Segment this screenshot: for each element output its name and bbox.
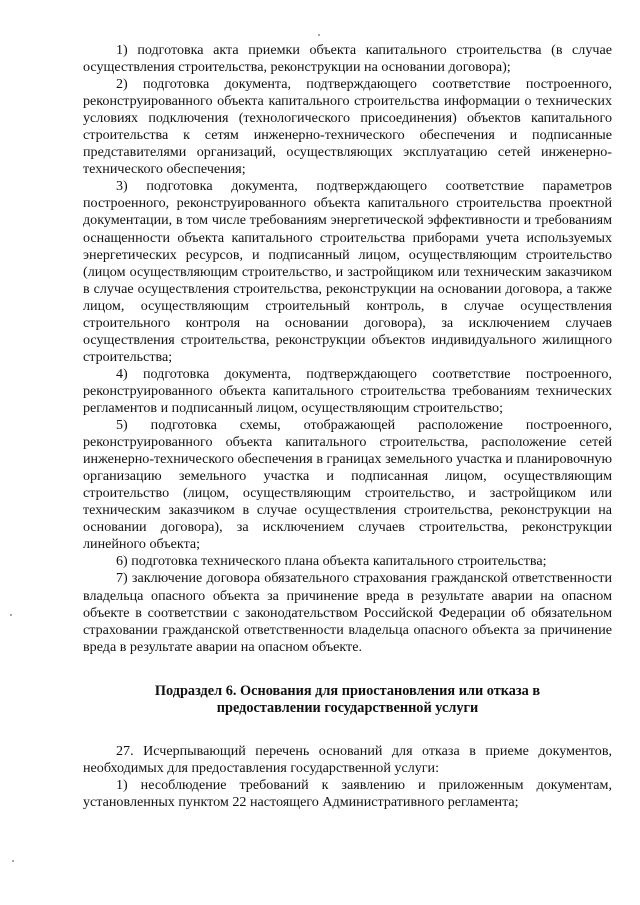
list-item-5: 5) подготовка схемы, отображающей расположение построенного, реконструированного объекта капитального строительства, расположение сетей инженерно-технического обеспечения в границах земельного участка и планировочную организацию земельного участка и подписанная лицом, осуществляющим строительство (лицом, осуществляющим строительство, и застройщиком или техническим заказчиком в случае осуществления строительства, реконструкции на основании договора), за исключением случаев строительства, реконструкции линейного объекта; [83, 417, 612, 553]
scan-speck [10, 614, 12, 616]
scan-speck [12, 860, 14, 862]
list-item-4: 4) подготовка документа, подтверждающего соответствие построенного, реконструированного объекта капитального строительства требованиям технических регламентов и подписанный лицом, осуществляющим строительство; [83, 365, 612, 416]
list-item-7: 7) заключение договора обязательного страхования гражданской ответственности владельца опасного объекта за причинение вреда в результате аварии на опасном объекте в соответствии с законодательством Российской Федерации об обязательном страховании гражданской ответственности владельца опасного объекта за причинение вреда в результате аварии на опасном объекте. [83, 570, 612, 655]
list-item-6: 6) подготовка технического плана объекта капитального строительства; [116, 553, 547, 570]
clause-27: 27. Исчерпывающий перечень оснований для отказа в приеме документов, необходимых для предоставления государственной услуги: [83, 742, 612, 776]
list-item-2: 2) подготовка документа, подтверждающего соответствие построенного, реконструированного объекта капитального строительства информации о технических условиях подключения (технологического присоединения) объектов капитального строительства к сетям инженерно-технического обеспечения и подписанные представителями организаций, осуществляющих эксплуатацию сетей инженерно-технического обеспечения; [83, 76, 612, 178]
list-item-3: 3) подготовка документа, подтверждающего соответствие параметров построенного, реконструированного объекта капитального строительства проектной документации, в том числе требованиям энергетической эффективности и требованиям оснащенности объекта капитального строительства приборами учета используемых энергетических ресурсов, и подписанный лицом, осуществляющим строительство (лицом осуществляющим строительство, и застройщиком или техническим заказчиком в случае осуществления строительства, реконструкции на основании договора, а также лицом, осуществляющим строительный контроль, в случае осуществления строительного контроля на основании договора), за исключением случаев осуществления строительства, реконструкции объектов индивидуального жилищного строительства; [83, 178, 612, 365]
section-heading: Подраздел 6. Основания для приостановления или отказа в предоставлении государственной услуги [154, 682, 541, 716]
document-body-top [83, 42, 612, 656]
document-body-bottom [83, 743, 612, 811]
list-item-1: 1) подготовка акта приемки объекта капитального строительства (в случае осуществления строительства, реконструкции на основании договора); [83, 42, 612, 76]
clause-27-item-1: 1) несоблюдение требований к заявлению и приложенным документам, установленных пунктом 22 настоящего Административного регламента; [83, 776, 612, 810]
scan-speck [318, 34, 320, 36]
